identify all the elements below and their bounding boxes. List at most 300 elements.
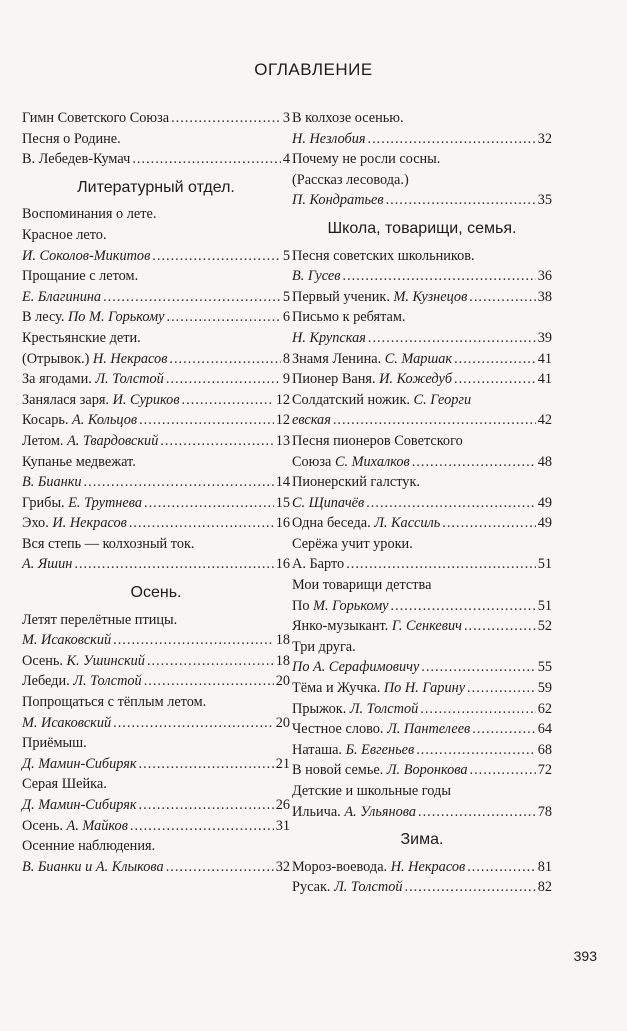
entry-title: Честное слово. bbox=[292, 721, 388, 738]
entry-page: 78 bbox=[537, 803, 552, 820]
toc-entry bbox=[22, 513, 290, 534]
leader-dots bbox=[470, 760, 536, 781]
entry-title: Грибы. bbox=[22, 494, 69, 511]
entry-author: Е. Благинина bbox=[22, 288, 102, 305]
entry-title: Прощание с летом. bbox=[22, 268, 139, 285]
toc-entry-text bbox=[22, 410, 137, 431]
toc-entry bbox=[22, 692, 290, 713]
toc-group bbox=[22, 610, 290, 878]
toc-entry bbox=[22, 554, 290, 575]
toc-entry bbox=[22, 431, 290, 452]
entry-title: (Рассказ лесовода.) bbox=[292, 171, 409, 188]
toc-entry-text bbox=[292, 266, 340, 287]
entry-title: Вся степь — колхозный ток. bbox=[22, 535, 195, 552]
entry-page: 62 bbox=[537, 700, 552, 717]
leader-dots bbox=[169, 349, 280, 370]
toc-entry-text bbox=[22, 108, 169, 129]
entry-title: Первый ученик. bbox=[292, 288, 394, 305]
toc-entry-text bbox=[22, 266, 138, 287]
entry-page: 5 bbox=[282, 288, 290, 305]
leader-dots bbox=[113, 630, 274, 651]
leader-dots bbox=[144, 493, 274, 514]
toc-entry bbox=[22, 472, 290, 493]
leader-dots bbox=[412, 452, 536, 473]
toc-entry-text bbox=[22, 225, 107, 246]
entry-title: Мороз-воевода. bbox=[292, 858, 391, 875]
entry-page: 52 bbox=[537, 618, 552, 635]
toc-entry bbox=[292, 390, 552, 411]
entry-author: Л. Толстой bbox=[349, 700, 419, 717]
entry-author: Д. Мамин-Сибиряк bbox=[22, 797, 137, 813]
leader-dots bbox=[454, 349, 536, 370]
toc-entry-text bbox=[292, 534, 413, 555]
toc-entry-text bbox=[292, 760, 468, 781]
toc-entry-text bbox=[22, 692, 206, 713]
toc-entry-text bbox=[292, 596, 389, 617]
entry-title: В. Лебедев-Кумач bbox=[22, 151, 131, 168]
leader-dots bbox=[166, 857, 274, 878]
entry-title: Пионерский галстук. bbox=[292, 474, 420, 491]
toc-entry-text bbox=[292, 472, 420, 493]
entry-page: 32 bbox=[537, 130, 552, 147]
toc-entry bbox=[292, 369, 552, 390]
toc-entry-text bbox=[292, 410, 331, 431]
toc-entry-text bbox=[292, 616, 462, 637]
toc-entry bbox=[292, 170, 552, 191]
toc-entry bbox=[292, 637, 552, 658]
toc-entry-text bbox=[292, 307, 406, 328]
toc-entry bbox=[22, 129, 290, 150]
entry-title: Гимн Советского Союза bbox=[22, 110, 170, 126]
toc-entry bbox=[292, 760, 552, 781]
toc-entry bbox=[22, 774, 290, 795]
leader-dots bbox=[464, 616, 536, 637]
entry-author: М. Исаковский bbox=[22, 632, 112, 649]
toc-entry-text bbox=[22, 246, 150, 267]
entry-author: М. Кузнецов bbox=[393, 288, 468, 305]
entry-title: Эхо. bbox=[22, 515, 53, 532]
entry-author: По Н. Гарину bbox=[383, 680, 466, 697]
entry-author: Н. Незлобия bbox=[292, 130, 366, 147]
entry-page: 41 bbox=[537, 371, 552, 388]
entry-page: 21 bbox=[275, 755, 290, 772]
entry-title: За ягодами. bbox=[22, 371, 96, 388]
toc-left-column bbox=[22, 108, 290, 877]
toc-entry-text bbox=[22, 369, 164, 390]
entry-page: 49 bbox=[537, 494, 552, 511]
leader-dots bbox=[167, 307, 281, 328]
leader-dots bbox=[368, 129, 536, 150]
entry-author: В. Бианки bbox=[22, 474, 82, 491]
toc-entry-text bbox=[22, 204, 156, 225]
entry-author: Г. Сенкевич bbox=[391, 618, 462, 635]
toc-entry-text bbox=[292, 190, 384, 211]
entry-page: 3 bbox=[282, 110, 290, 126]
entry-title: Воспоминания о лете. bbox=[22, 206, 157, 223]
toc-entry bbox=[22, 349, 290, 370]
entry-page: 82 bbox=[537, 879, 552, 896]
toc-entry bbox=[292, 410, 552, 431]
section-heading-winter: Зима. bbox=[400, 831, 444, 849]
leader-dots bbox=[391, 596, 536, 617]
entry-title: Янко-музыкант. bbox=[292, 618, 392, 635]
toc-entry bbox=[292, 877, 552, 898]
leader-dots bbox=[421, 657, 535, 678]
toc-entry bbox=[22, 671, 290, 692]
toc-entry-text bbox=[22, 328, 141, 349]
entry-author: Л. Толстой bbox=[73, 673, 142, 690]
toc-entry bbox=[292, 596, 552, 617]
toc-entry bbox=[292, 554, 552, 575]
toc-entry bbox=[22, 149, 290, 170]
entry-author: По А. Серафимовичу bbox=[292, 659, 420, 676]
toc-entry-text bbox=[22, 349, 167, 370]
entry-page: 49 bbox=[537, 515, 552, 532]
entry-title: Песня пионеров Советского bbox=[292, 432, 463, 449]
leader-dots bbox=[467, 678, 536, 699]
entry-page: 35 bbox=[537, 192, 552, 209]
toc-entry bbox=[292, 740, 552, 761]
entry-title: Осень. bbox=[22, 817, 67, 834]
entry-title: Детские и школьные годы bbox=[292, 783, 451, 799]
toc-group bbox=[292, 246, 552, 823]
leader-dots bbox=[368, 328, 536, 349]
entry-title: Пионер Ваня. bbox=[292, 371, 380, 388]
section-heading-literary: Литературный отдел. bbox=[77, 178, 235, 196]
entry-author: М. Исаковский bbox=[22, 714, 112, 731]
toc-entry bbox=[22, 287, 290, 308]
entry-title: Тёма и Жучка. bbox=[292, 680, 384, 697]
toc-entry bbox=[22, 369, 290, 390]
toc-entry bbox=[22, 246, 290, 267]
toc-entry-text bbox=[292, 149, 440, 170]
entry-title: Три друга. bbox=[292, 638, 356, 655]
leader-dots bbox=[166, 369, 281, 390]
toc-entry-text bbox=[22, 754, 137, 775]
leader-dots bbox=[467, 857, 536, 878]
toc-entry-text bbox=[22, 651, 145, 672]
toc-entry-text bbox=[292, 877, 403, 898]
toc-entry bbox=[292, 657, 552, 678]
toc-right-column bbox=[292, 108, 552, 898]
toc-entry bbox=[292, 190, 552, 211]
entry-page: 18 bbox=[275, 632, 290, 649]
entry-page: 31 bbox=[275, 817, 290, 834]
page-title: ОГЛАВЛЕНИЕ bbox=[254, 60, 373, 79]
section-heading-autumn: Осень. bbox=[130, 584, 182, 602]
toc-entry bbox=[22, 795, 290, 816]
leader-dots bbox=[139, 754, 274, 775]
toc-entry-text bbox=[22, 390, 180, 411]
entry-page: 41 bbox=[537, 350, 552, 367]
toc-entry-text bbox=[292, 328, 366, 349]
leader-dots bbox=[113, 713, 274, 734]
entry-page: 5 bbox=[282, 247, 290, 264]
toc-entry bbox=[292, 287, 552, 308]
entry-author: А. Майков bbox=[66, 817, 128, 834]
leader-dots bbox=[333, 410, 536, 431]
entry-page: 68 bbox=[537, 741, 552, 758]
entry-page: 39 bbox=[537, 329, 552, 346]
entry-author: И. Соколов-Микитов bbox=[22, 247, 151, 264]
leader-dots bbox=[366, 493, 535, 514]
leader-dots bbox=[139, 410, 274, 431]
toc-entry-text bbox=[22, 774, 107, 795]
leader-dots bbox=[152, 246, 281, 267]
leader-dots bbox=[103, 287, 281, 308]
toc-entry-text bbox=[22, 472, 82, 493]
toc-entry bbox=[292, 513, 552, 534]
entry-author: С. Михалков bbox=[334, 453, 410, 470]
toc-entry-text bbox=[22, 816, 128, 837]
entry-title: Ильича. bbox=[292, 803, 345, 820]
entry-author: евская bbox=[292, 412, 331, 429]
entry-page: 16 bbox=[275, 515, 290, 532]
entry-page: 8 bbox=[282, 350, 290, 367]
entry-title: Русак. bbox=[292, 879, 335, 896]
entry-page: 72 bbox=[537, 762, 552, 779]
toc-entry bbox=[292, 108, 552, 129]
entry-page: 64 bbox=[537, 721, 552, 738]
entry-author: Е. Трутнева bbox=[68, 494, 143, 511]
entry-page: 18 bbox=[275, 652, 290, 669]
toc-entry-text bbox=[292, 554, 344, 575]
leader-dots bbox=[420, 699, 535, 720]
toc-entry-text bbox=[292, 575, 431, 596]
toc-entry-text bbox=[292, 452, 410, 473]
entry-title: Летят перелётные птицы. bbox=[22, 611, 178, 628]
leader-dots bbox=[418, 802, 536, 823]
toc-entry-text bbox=[22, 287, 101, 308]
toc-entry bbox=[292, 678, 552, 699]
section-heading-school: Школа, товарищи, семья. bbox=[327, 219, 517, 237]
toc-entry-text bbox=[22, 610, 177, 631]
toc-entry bbox=[22, 410, 290, 431]
entry-title: Одна беседа. bbox=[292, 515, 375, 532]
toc-entry-text bbox=[292, 857, 465, 878]
entry-page: 14 bbox=[275, 474, 290, 491]
toc-entry-text bbox=[292, 390, 471, 411]
toc-entry-text bbox=[292, 349, 452, 370]
toc-entry-text bbox=[22, 493, 142, 514]
entry-page: 20 bbox=[275, 673, 290, 690]
entry-title: Приёмыш. bbox=[22, 735, 87, 752]
entry-page: 32 bbox=[275, 858, 290, 875]
entry-page: 4 bbox=[282, 151, 290, 168]
leader-dots bbox=[160, 431, 273, 452]
entry-page: 9 bbox=[282, 371, 290, 388]
entry-author: Н. Крупская bbox=[292, 329, 366, 346]
toc-entry bbox=[292, 149, 552, 170]
toc-entry bbox=[292, 307, 552, 328]
entry-author: А. Твардовский bbox=[67, 432, 159, 449]
entry-author: И. Кожедуб bbox=[379, 371, 453, 388]
toc-entry bbox=[22, 328, 290, 349]
toc-entry bbox=[292, 699, 552, 720]
toc-entry-text bbox=[292, 431, 463, 452]
entry-author: В. Бианки и А. Клыкова bbox=[22, 858, 164, 875]
toc-group bbox=[22, 108, 290, 170]
toc-entry bbox=[292, 349, 552, 370]
leader-dots bbox=[454, 369, 536, 390]
toc-entry-text bbox=[292, 719, 470, 740]
entry-author: Д. Мамин-Сибиряк bbox=[22, 755, 137, 772]
entry-page: 42 bbox=[537, 412, 552, 429]
entry-author: К. Ушинский bbox=[66, 652, 145, 669]
leader-dots bbox=[129, 513, 274, 534]
leader-dots bbox=[147, 651, 274, 672]
toc-entry bbox=[292, 431, 552, 452]
entry-author: И. Некрасов bbox=[52, 515, 127, 532]
toc-entry-text bbox=[22, 630, 111, 651]
entry-author: М. Горькому bbox=[313, 597, 389, 614]
entry-title: (Отрывок.) bbox=[22, 350, 93, 367]
toc-entry-text bbox=[292, 170, 409, 191]
entry-author: Л. Воронкова bbox=[386, 762, 468, 779]
entry-page: 51 bbox=[537, 597, 552, 614]
entry-author: По М. Горькому bbox=[67, 309, 165, 326]
toc-entry bbox=[292, 266, 552, 287]
toc-group bbox=[292, 857, 552, 898]
toc-entry-text bbox=[292, 740, 414, 761]
entry-author: Л. Толстой bbox=[334, 879, 403, 896]
toc-entry bbox=[292, 857, 552, 878]
entry-title: Письмо к ребятам. bbox=[292, 309, 406, 326]
toc-entry bbox=[22, 225, 290, 246]
entry-title: Серая Шейка. bbox=[22, 776, 107, 793]
toc-entry-text bbox=[292, 108, 404, 129]
leader-dots bbox=[346, 554, 536, 575]
toc-entry bbox=[22, 651, 290, 672]
toc-entry-text bbox=[22, 554, 72, 575]
toc-entry-text bbox=[22, 452, 136, 473]
toc-entry bbox=[292, 616, 552, 637]
entry-title: Мои товарищи детства bbox=[292, 577, 432, 594]
entry-page: 12 bbox=[275, 412, 290, 429]
entry-title: Союза bbox=[292, 453, 335, 470]
toc-entry bbox=[292, 719, 552, 740]
toc-entry-text bbox=[292, 246, 475, 267]
toc-entry-text bbox=[22, 713, 111, 734]
entry-author: Л. Толстой bbox=[95, 371, 164, 388]
toc-entry bbox=[22, 733, 290, 754]
leader-dots bbox=[132, 149, 281, 170]
entry-title: Купанье медвежат. bbox=[22, 453, 136, 470]
toc-entry-text bbox=[292, 699, 418, 720]
entry-title: Красное лето. bbox=[22, 226, 107, 243]
leader-dots bbox=[144, 671, 274, 692]
toc-entry-text bbox=[22, 431, 158, 452]
entry-author: П. Кондратьев bbox=[292, 192, 384, 209]
toc-entry bbox=[22, 390, 290, 411]
toc-entry-text bbox=[22, 129, 121, 150]
entry-author: А. Кольцов bbox=[72, 412, 138, 429]
toc-entry bbox=[292, 802, 552, 823]
toc-entry-text bbox=[22, 857, 164, 878]
entry-page: 6 bbox=[282, 309, 290, 326]
entry-title: Занялася заря. bbox=[22, 391, 113, 408]
toc-entry-text bbox=[292, 287, 467, 308]
entry-title: В новой семье. bbox=[292, 762, 387, 779]
entry-title: Косарь. bbox=[22, 412, 73, 429]
leader-dots bbox=[416, 740, 536, 761]
toc-entry-text bbox=[292, 513, 440, 534]
toc-entry-text bbox=[292, 781, 451, 802]
entry-author: Л. Кассиль bbox=[374, 515, 441, 532]
toc-entry-text bbox=[292, 369, 452, 390]
entry-author: В. Гусев bbox=[292, 268, 341, 285]
toc-entry-text bbox=[292, 678, 465, 699]
entry-title: Почему не росли сосны. bbox=[292, 151, 441, 168]
entry-title: Песня о Родине. bbox=[22, 130, 121, 147]
entry-author: Н. Некрасов bbox=[390, 858, 466, 875]
entry-page: 12 bbox=[275, 391, 290, 408]
toc-entry-text bbox=[22, 836, 155, 857]
entry-author: С. Георги bbox=[413, 391, 472, 408]
toc-entry bbox=[292, 472, 552, 493]
entry-author: А. Ульянова bbox=[344, 803, 417, 820]
entry-title: Солдатский ножик. bbox=[292, 391, 414, 408]
toc-entry bbox=[22, 713, 290, 734]
entry-author: С. Щипачёв bbox=[292, 494, 365, 511]
toc-entry bbox=[22, 493, 290, 514]
entry-page: 48 bbox=[537, 453, 552, 470]
toc-entry bbox=[22, 754, 290, 775]
leader-dots bbox=[472, 719, 535, 740]
leader-dots bbox=[405, 877, 536, 898]
toc-entry bbox=[22, 204, 290, 225]
entry-author: С. Маршак bbox=[384, 350, 453, 367]
entry-title: Песня советских школьников. bbox=[292, 247, 475, 264]
entry-page: 13 bbox=[275, 432, 290, 449]
leader-dots bbox=[386, 190, 536, 211]
entry-author: Н. Некрасов bbox=[92, 350, 168, 367]
toc-entry bbox=[22, 836, 290, 857]
entry-title: В колхозе осенью. bbox=[292, 110, 404, 126]
toc-entry bbox=[22, 108, 290, 129]
entry-title: Наташа. bbox=[292, 741, 346, 758]
entry-title: Серёжа учит уроки. bbox=[292, 535, 413, 552]
entry-title: В лесу. bbox=[22, 309, 68, 326]
leader-dots bbox=[74, 554, 273, 575]
entry-page: 36 bbox=[537, 268, 552, 285]
toc-entry bbox=[292, 452, 552, 473]
toc-entry bbox=[292, 129, 552, 150]
toc-entry bbox=[22, 452, 290, 473]
entry-title: Прыжок. bbox=[292, 700, 350, 717]
entry-title: Крестьянские дети. bbox=[22, 329, 141, 346]
entry-title: Летом. bbox=[22, 432, 68, 449]
toc-entry-text bbox=[292, 802, 416, 823]
entry-page: 55 bbox=[537, 659, 552, 676]
toc-entry-text bbox=[22, 671, 142, 692]
toc-entry bbox=[22, 816, 290, 837]
toc-entry bbox=[292, 493, 552, 514]
toc-entry bbox=[292, 328, 552, 349]
leader-dots bbox=[442, 513, 535, 534]
toc-entry bbox=[22, 266, 290, 287]
entry-title: Знамя Ленина. bbox=[292, 350, 385, 367]
toc-entry-text bbox=[22, 149, 130, 170]
toc-entry-text bbox=[292, 493, 364, 514]
entry-page: 38 bbox=[537, 288, 552, 305]
toc-entry-text bbox=[292, 129, 366, 150]
entry-page: 16 bbox=[275, 556, 290, 573]
toc-entry bbox=[292, 534, 552, 555]
entry-page: 15 bbox=[275, 494, 290, 511]
entry-page: 81 bbox=[537, 858, 552, 875]
entry-title: Осень. bbox=[22, 652, 67, 669]
